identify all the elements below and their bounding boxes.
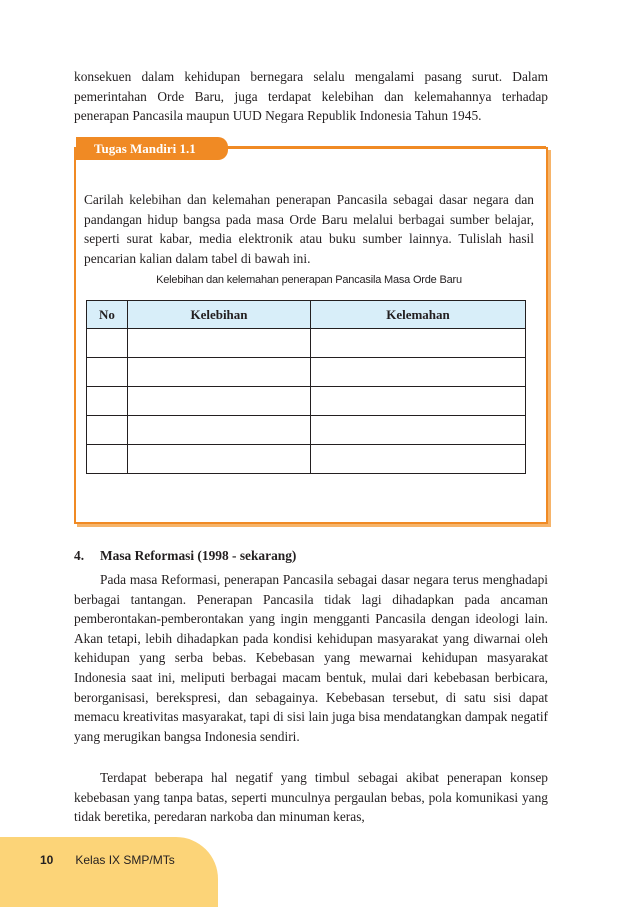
cell-no xyxy=(87,416,128,445)
cell-kelebihan xyxy=(128,416,311,445)
cell-no xyxy=(87,358,128,387)
result-table xyxy=(86,300,526,474)
task-instruction: Carilah kelebihan dan kelemahan penerapan Pancasila sebagai dasar negara dan pandangan hidup bangsa pada masa Orde Baru melalui berbagai sumber belajar, seperti surat kabar, media elektronik atau buku sumber lainnya. Tulislah hasil pencarian kalian dalam tabel di bawah ini. xyxy=(84,192,534,266)
header-no: No xyxy=(87,301,128,329)
table-row xyxy=(87,329,526,358)
task-box-label: Tugas Mandiri 1.1 xyxy=(76,137,228,160)
body-paragraph-2: Terdapat beberapa hal negatif yang timbul sebagai akibat penerapan konsep kebebasan yang tanpa batas, seperti munculnya pergaulan bebas, pola komunikasi yang tidak beretika, peredaran narkoba dan minuman keras, xyxy=(74,770,548,825)
cell-kelebihan xyxy=(128,387,311,416)
section-title: Masa Reformasi (1998 - sekarang) xyxy=(100,548,297,563)
body-paragraph-1: Pada masa Reformasi, penerapan Pancasila sebagai dasar negara terus menghadapi berbagai tantangan. Penerapan Pancasila tidak lagi dihadapkan pada ancaman pemberontakan-pemberontakan yang ingin mengganti Pancasila dengan ideologi lain. Akan tetapi, lebih dihadapkan pada kondisi kehidupan masyarakat yang diwarnai oleh kehidupan yang serba bebas. Kebebasan yang mewarnai kehidupan masyarakat Indonesia saat ini, meliputi berbagai macam bentuk, mulai dari kebebasan berbicara, berorganisasi, berekspresi, dan sebagainya. Kebebasan tersebut, di satu sisi dapat memacu kreativitas masyarakat, tapi di sisi lain juga bisa mendatangkan dampak negatif yang merugikan bangsa Indonesia sendiri. xyxy=(74,572,548,744)
page-number: 10 xyxy=(40,853,54,867)
cell-kelebihan xyxy=(128,358,311,387)
table-header-row xyxy=(87,301,526,329)
header-kelemahan: Kelemahan xyxy=(311,301,526,329)
book-title: Kelas IX SMP/MTs xyxy=(75,853,175,867)
cell-kelemahan xyxy=(311,416,526,445)
cell-kelebihan xyxy=(128,329,311,358)
cell-kelemahan xyxy=(311,329,526,358)
cell-no xyxy=(87,445,128,474)
footer-band xyxy=(0,837,218,907)
intro-paragraph: konsekuen dalam kehidupan bernegara selalu mengalami pasang surut. Dalam pemerintahan Orde Baru, juga terdapat kelebihan dan kelemahannya terhadap penerapan Pancasila maupun UUD Negara Republik Indonesia Tahun 1945. xyxy=(74,69,548,124)
section-number: 4. xyxy=(74,548,85,563)
cell-kelemahan xyxy=(311,445,526,474)
table-row xyxy=(87,387,526,416)
page-footer xyxy=(40,853,175,867)
cell-kelebihan xyxy=(128,445,311,474)
table-caption: Kelebihan dan kelemahan penerapan Pancasila Masa Orde Baru xyxy=(156,274,462,286)
table-row xyxy=(87,416,526,445)
section-heading xyxy=(74,548,296,564)
cell-kelemahan xyxy=(311,387,526,416)
table-row xyxy=(87,358,526,387)
table-row xyxy=(87,445,526,474)
task-box-top-line xyxy=(222,146,546,148)
cell-no xyxy=(87,387,128,416)
header-kelebihan: Kelebihan xyxy=(128,301,311,329)
cell-kelemahan xyxy=(311,358,526,387)
cell-no xyxy=(87,329,128,358)
